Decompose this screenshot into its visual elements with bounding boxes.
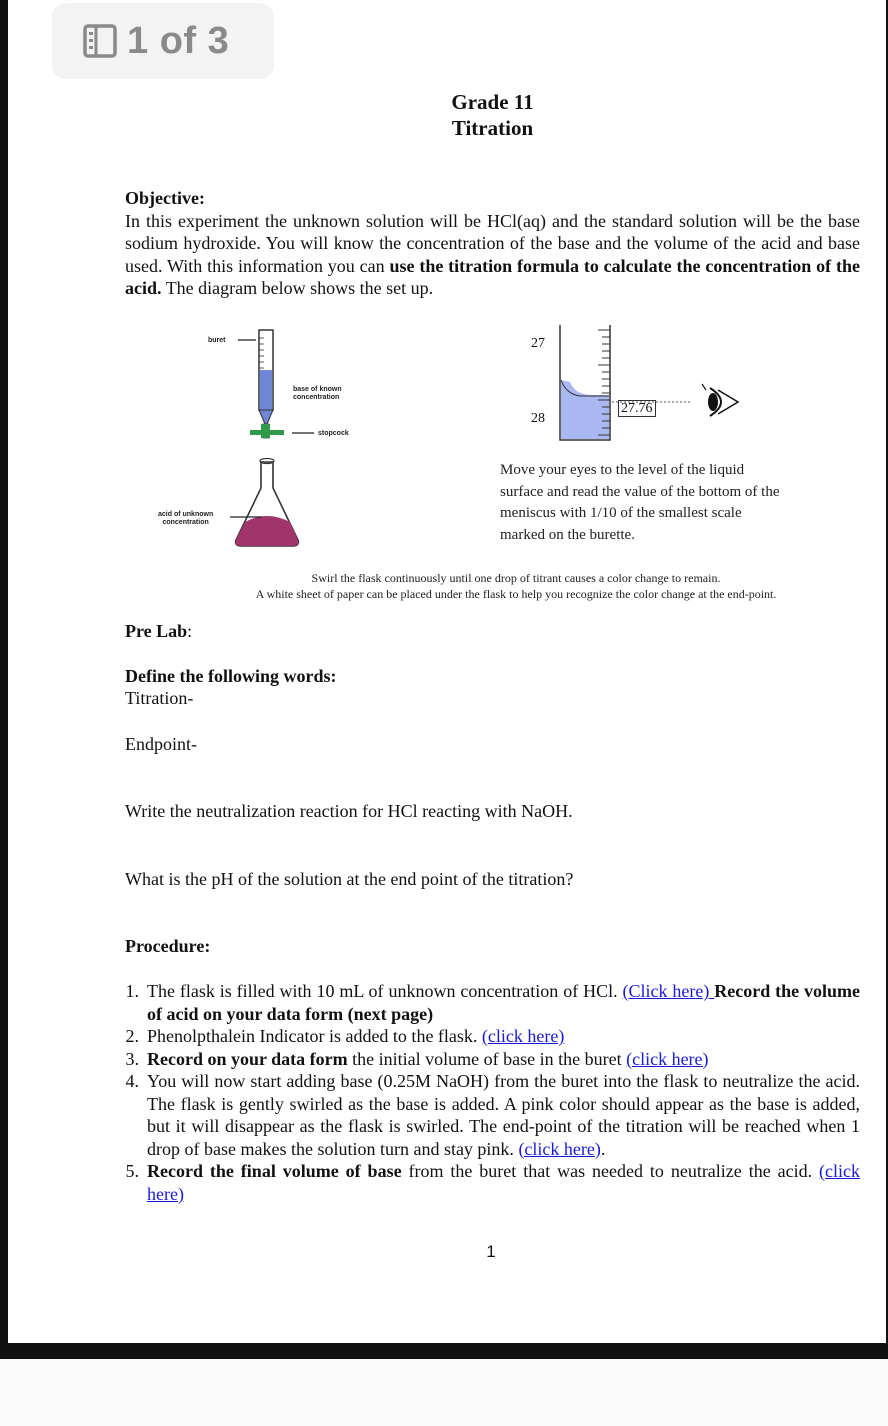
buret-tip: [259, 410, 273, 424]
objective-text-part2: The diagram below shows the set up.: [161, 278, 434, 298]
reading-box: 27.76: [618, 400, 656, 417]
objective-text: [125, 210, 860, 300]
meniscus-diagram: [520, 320, 750, 450]
base-label-line1: base of known: [293, 386, 342, 393]
step-text: Phenolpthalein Indicator is added to the flask.: [147, 1026, 482, 1046]
buret-liquid: [260, 370, 272, 410]
procedure-step-5: [115, 1160, 860, 1205]
define-heading: Define the following words:: [125, 666, 337, 686]
buret-label: buret: [208, 337, 226, 344]
step-text: from the buret that was needed to neutralize the acid.: [401, 1161, 820, 1181]
procedure-step-4: [115, 1070, 860, 1160]
acid-label: [158, 511, 213, 527]
procedure-step-2: [115, 1025, 860, 1048]
procedure-step-1: [115, 980, 860, 1025]
doc-title-topic: Titration: [451, 116, 534, 140]
page-number: 1: [486, 1242, 496, 1261]
procedure-step-3: [115, 1048, 860, 1071]
step-text: You will now start adding base (0.25M NaOH) from the buret into the flask to neutralize the acid. The flask is gently swirled as the base is added. A pink color should appear as the base is added, but it will disappear as the flask is swirled. The end-point of the titration will be reached when 1 drop of base makes the solution turn and stay pink.: [147, 1071, 860, 1159]
page-separator: [0, 1343, 888, 1359]
question-ph: What is the pH of the solution at the end point of the titration?: [125, 869, 574, 889]
page-indicator[interactable]: [52, 3, 274, 79]
meniscus-liquid: [561, 380, 609, 439]
step-number: 4.: [125, 1071, 139, 1091]
swirl-note-line2: A white sheet of paper can be placed under the flask to help you recognize the color change at the end-point.: [255, 587, 777, 601]
scale-label-28: 28: [531, 411, 545, 426]
prelab-heading-colon: :: [187, 621, 193, 641]
step-text: The flask is filled with 10 mL of unknown concentration of HCl.: [147, 981, 623, 1001]
step-text-end: .: [600, 1138, 606, 1159]
step-4-link[interactable]: (click here): [518, 1138, 601, 1159]
next-page-area[interactable]: [0, 1359, 888, 1426]
swirl-note-line1: Swirl the flask continuously until one drop of titrant causes a color change to remain.: [311, 571, 721, 585]
acid-label-line1: acid of unknown: [158, 511, 214, 518]
scale-label-27: 27: [531, 336, 545, 351]
step-5-link[interactable]: (click here): [147, 1161, 860, 1204]
stopcock-label: stopcock: [318, 430, 349, 437]
step-1-link[interactable]: (Click here): [622, 981, 715, 1001]
step-bold-text: Record the final volume of base: [147, 1161, 402, 1181]
step-number: 5.: [125, 1161, 139, 1181]
left-edge: [0, 0, 8, 1426]
step-number: 3.: [125, 1048, 139, 1069]
step-bold-text: Record on your data form: [147, 1048, 348, 1069]
step-3-link[interactable]: (click here): [626, 1048, 709, 1069]
page-layout-icon: [83, 24, 117, 58]
objective-text-part1: In this experiment the unknown solution will be HCl(aq) and the standard solution will be the base sodium hydroxide. You will know the concentration of the base and the volume of the acid and base used. With this information you can: [125, 210, 860, 276]
step-text: the initial volume of base in the buret: [347, 1048, 627, 1069]
prelab-heading-text: Pre Lab: [125, 621, 188, 641]
page-indicator-text: 1 of 3: [127, 19, 230, 62]
base-label-line2: concentration: [293, 394, 340, 401]
step-number: 2.: [125, 1026, 139, 1046]
term-titration: Titration-: [125, 688, 194, 708]
term-endpoint: Endpoint-: [125, 734, 197, 754]
eye-icon: [702, 384, 738, 416]
stopcock-valve: [261, 424, 270, 438]
reading-instructions: Move your eyes to the level of the liquid surface and read the value of the bottom of the meniscus with 1/10 of the smallest scale marked on the burette.: [500, 462, 780, 543]
doc-title-grade: Grade 11: [451, 90, 534, 114]
objective-heading: Objective:: [125, 188, 205, 208]
prelab-heading: [125, 620, 860, 643]
base-label: [293, 386, 342, 402]
question-neutralization: Write the neutralization reaction for HCl reacting with NaOH.: [125, 801, 573, 821]
step-bold-text: Record the volume of acid on your data form (next page): [147, 981, 860, 1024]
objective-section: [125, 187, 860, 300]
procedure-heading: Procedure:: [125, 936, 211, 956]
procedure-list: [115, 980, 860, 1205]
step-2-link[interactable]: (click here): [481, 1026, 565, 1046]
acid-label-line2: concentration: [162, 519, 209, 526]
step-number: 1.: [125, 981, 139, 1001]
objective-text-bold: use the titration formula to calculate the concentration of the acid.: [125, 255, 860, 298]
